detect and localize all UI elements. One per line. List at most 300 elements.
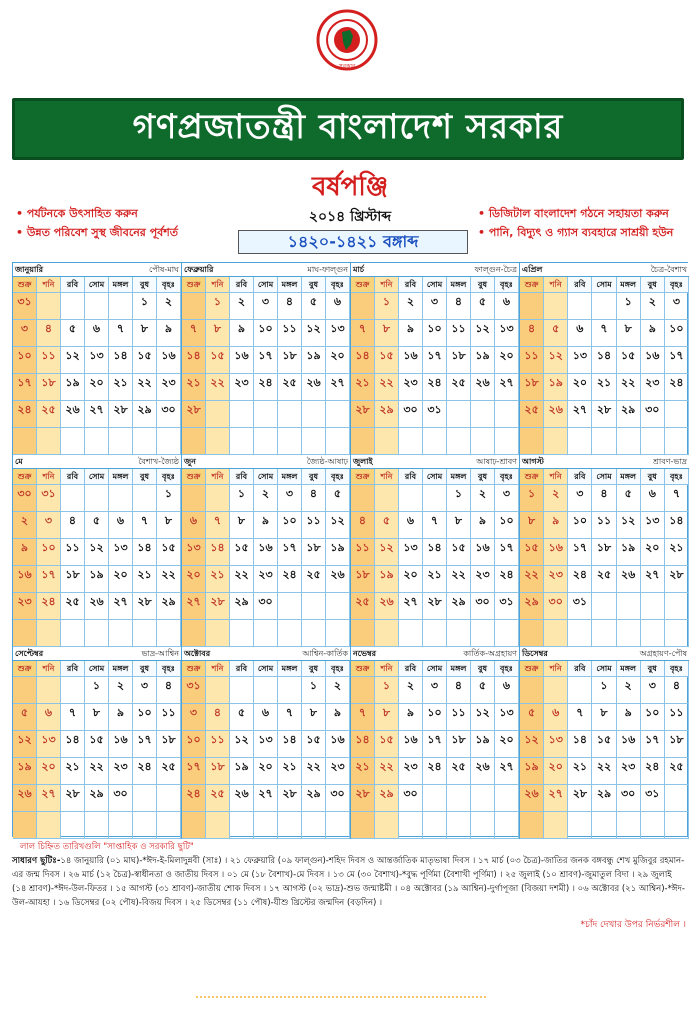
date-cell: ১৫ <box>617 347 641 374</box>
date-cell <box>157 812 181 839</box>
date-cell: ৮ <box>617 320 641 347</box>
weekday-header: শনি <box>37 661 61 677</box>
weekday-header: রবি <box>399 661 423 677</box>
date-cell <box>13 677 37 704</box>
date-cell <box>326 620 350 647</box>
date-cell: ১১ <box>157 704 181 731</box>
date-cell: ২৮ <box>109 401 133 428</box>
date-cell: ২ <box>544 485 568 512</box>
weekday-header: শুক্র <box>13 469 37 485</box>
date-cell <box>182 293 206 320</box>
date-cell: ১৮ <box>61 566 85 593</box>
date-cell: ৮ <box>85 704 109 731</box>
date-cell <box>568 293 592 320</box>
date-cell: ২৮ <box>423 593 447 620</box>
date-cell: ১১ <box>351 539 375 566</box>
date-cell <box>399 620 423 647</box>
date-cell: ২৭ <box>641 566 665 593</box>
date-cell: ১৩ <box>254 731 278 758</box>
date-cell <box>665 428 689 455</box>
month-bangla-span: আশ্বিন-কার্তিক <box>302 649 348 658</box>
date-cell <box>520 428 544 455</box>
weekday-header: বুধ <box>133 277 157 293</box>
month-header <box>13 263 181 277</box>
date-cell: ২ <box>157 293 181 320</box>
weekday-header: শুক্র <box>520 277 544 293</box>
date-cell: ১২ <box>617 512 641 539</box>
date-cell <box>13 428 37 455</box>
weekday-header: শুক্র <box>13 277 37 293</box>
date-cell <box>37 677 61 704</box>
month-header <box>520 647 689 661</box>
date-cell: ২৪ <box>37 593 61 620</box>
weekday-header: শনি <box>206 661 230 677</box>
date-cell: ২৩ <box>399 374 423 401</box>
date-cell: ২৪ <box>495 566 519 593</box>
month-block <box>351 647 520 839</box>
weekday-header: মঙ্গল <box>278 277 302 293</box>
weekday-header: বৃহঃ <box>665 469 689 485</box>
date-cell <box>592 812 616 839</box>
month-name: সেপ্টেম্বর <box>15 649 44 658</box>
date-cell: ১৯ <box>13 758 37 785</box>
date-cell: ২৪ <box>13 401 37 428</box>
weekday-header: সোম <box>423 661 447 677</box>
date-cell: ৫ <box>544 320 568 347</box>
month-header <box>351 455 519 469</box>
date-cell: ২৫ <box>665 758 689 785</box>
date-cell: ২২ <box>375 374 399 401</box>
date-cell: ৪ <box>157 677 181 704</box>
month-bangla-span: শ্রাবণ-ভাদ্র <box>653 457 687 466</box>
date-cell: ৪ <box>447 677 471 704</box>
date-cell: ২৭ <box>399 593 423 620</box>
weekday-header: সোম <box>85 469 109 485</box>
date-cell: ৪ <box>665 677 689 704</box>
date-cell: ১৪ <box>665 512 689 539</box>
date-cell: ১৫ <box>206 347 230 374</box>
date-cell: ২১ <box>665 539 689 566</box>
date-cell <box>447 785 471 812</box>
date-cell: ৭ <box>423 512 447 539</box>
date-cell: ২৫ <box>592 566 616 593</box>
date-cell: ১১ <box>37 347 61 374</box>
date-cell <box>447 428 471 455</box>
date-cell: ২ <box>399 293 423 320</box>
holiday-notes <box>12 840 688 910</box>
date-cell: ১৪ <box>109 347 133 374</box>
date-cell: ২৯ <box>520 593 544 620</box>
date-cell: ৩০ <box>157 401 181 428</box>
weekday-header: রবি <box>399 469 423 485</box>
month-name: ডিসেম্বর <box>522 649 548 658</box>
date-cell: ২০ <box>495 731 519 758</box>
date-cell: ১৭ <box>568 539 592 566</box>
date-cell <box>230 620 254 647</box>
date-cell <box>61 485 85 512</box>
month-bangla-span: অগ্রহায়ণ-পৌষ <box>639 649 687 658</box>
date-cell <box>520 812 544 839</box>
date-cell <box>520 293 544 320</box>
weekday-header: রবি <box>568 469 592 485</box>
date-cell: ২৬ <box>617 566 641 593</box>
date-cell: ৩ <box>254 293 278 320</box>
date-cell: ১০ <box>423 704 447 731</box>
slogan-digital: • ডিজিটাল বাংলাদেশ গঠনে সহায়তা করুন <box>478 207 669 220</box>
date-cell: ৭ <box>351 320 375 347</box>
date-cell: ১৩ <box>568 347 592 374</box>
date-cell: ১১ <box>447 704 471 731</box>
month-grid <box>351 277 519 455</box>
date-cell: ২২ <box>85 758 109 785</box>
month-name: মার্চ <box>353 265 365 274</box>
date-cell: ২১ <box>133 566 157 593</box>
date-cell: ৬ <box>495 677 519 704</box>
month-bangla-span: ভাদ্র-আশ্বিন <box>141 649 179 658</box>
date-cell <box>495 785 519 812</box>
date-cell: ২৮ <box>568 785 592 812</box>
date-cell: ২৫ <box>351 593 375 620</box>
date-cell: ১২ <box>61 347 85 374</box>
date-cell: ৯ <box>326 704 350 731</box>
date-cell: ১০ <box>37 539 61 566</box>
weekday-header: বুধ <box>471 661 495 677</box>
weekday-header: মঙ্গল <box>447 661 471 677</box>
date-cell <box>37 812 61 839</box>
month-bangla-span: ফাল্গুন-চৈত্র <box>474 265 517 274</box>
date-cell: ২০ <box>182 566 206 593</box>
date-cell: ৩০ <box>109 785 133 812</box>
date-cell <box>278 812 302 839</box>
date-cell: ১৪ <box>592 347 616 374</box>
date-cell <box>592 428 616 455</box>
date-cell <box>544 812 568 839</box>
date-cell: ১৯ <box>471 731 495 758</box>
date-cell: ২৬ <box>520 785 544 812</box>
date-cell <box>399 428 423 455</box>
svg-text:সরকার: সরকার <box>338 63 356 70</box>
date-cell: ৬ <box>495 293 519 320</box>
date-cell: ৩ <box>423 677 447 704</box>
date-cell: ২০ <box>495 347 519 374</box>
month-bangla-span: চৈত্র-বৈশাখ <box>650 265 687 274</box>
date-cell: ৮ <box>592 704 616 731</box>
date-cell <box>61 620 85 647</box>
date-cell <box>37 428 61 455</box>
date-cell: ২৮ <box>592 401 616 428</box>
date-cell: ৪ <box>206 704 230 731</box>
date-cell: ১২ <box>375 539 399 566</box>
month-grid <box>182 661 350 839</box>
government-emblem <box>316 6 378 80</box>
date-cell <box>351 620 375 647</box>
date-cell: ১৯ <box>375 566 399 593</box>
date-cell: ২৭ <box>37 785 61 812</box>
date-cell: ৭ <box>665 485 689 512</box>
government-banner: গণপ্রজাতন্ত্রী বাংলাদেশ সরকার <box>12 98 684 160</box>
date-cell: ৪ <box>278 293 302 320</box>
weekday-header: শনি <box>37 469 61 485</box>
date-cell: ২২ <box>520 566 544 593</box>
weekday-header: রবি <box>568 661 592 677</box>
date-cell: ১২ <box>302 320 326 347</box>
date-cell: ২৬ <box>326 566 350 593</box>
date-cell: ২৮ <box>133 593 157 620</box>
date-cell: ৩ <box>37 512 61 539</box>
weekday-header: শনি <box>375 277 399 293</box>
date-cell: ২৫ <box>520 401 544 428</box>
date-cell <box>471 785 495 812</box>
date-cell <box>61 677 85 704</box>
date-cell: ৪ <box>302 485 326 512</box>
weekday-header: শুক্র <box>351 469 375 485</box>
date-cell: ২৯ <box>230 593 254 620</box>
date-cell <box>182 812 206 839</box>
month-grid <box>351 469 519 647</box>
date-cell: ৮ <box>230 512 254 539</box>
weekday-header: শুক্র <box>182 277 206 293</box>
date-cell <box>399 812 423 839</box>
date-cell <box>544 293 568 320</box>
date-cell: ২৬ <box>471 374 495 401</box>
date-cell: ১৩ <box>399 539 423 566</box>
date-cell: ৯ <box>254 512 278 539</box>
month-grid <box>13 469 181 647</box>
date-cell <box>13 812 37 839</box>
date-cell: ৫ <box>617 485 641 512</box>
date-cell <box>85 293 109 320</box>
date-cell: ৭ <box>109 320 133 347</box>
date-cell: ১ <box>520 485 544 512</box>
date-cell <box>641 593 665 620</box>
date-cell: ২ <box>641 293 665 320</box>
weekday-header: রবি <box>61 469 85 485</box>
slogan-tourism: • পর্যটনকে উৎসাহিত করুন <box>16 207 138 220</box>
date-cell: ৮ <box>157 512 181 539</box>
month-block <box>351 455 520 647</box>
month-block <box>351 263 520 455</box>
date-cell: ২০ <box>641 539 665 566</box>
weekday-header: সোম <box>592 277 616 293</box>
date-cell: ২৬ <box>544 401 568 428</box>
date-cell <box>592 593 616 620</box>
date-cell: ১৫ <box>133 347 157 374</box>
date-cell: ১৮ <box>206 758 230 785</box>
date-cell: ২ <box>326 677 350 704</box>
date-cell: ২৪ <box>182 785 206 812</box>
weekday-header: শুক্র <box>182 661 206 677</box>
date-cell <box>326 428 350 455</box>
date-cell: ১৮ <box>302 539 326 566</box>
date-cell: ১১ <box>665 704 689 731</box>
date-cell <box>302 593 326 620</box>
date-cell: ২১ <box>351 374 375 401</box>
date-cell <box>157 428 181 455</box>
weekday-header: বুধ <box>133 469 157 485</box>
date-cell <box>13 620 37 647</box>
date-cell: ২ <box>230 293 254 320</box>
date-cell: ২২ <box>230 566 254 593</box>
date-cell: ২০ <box>37 758 61 785</box>
date-cell: ১২ <box>471 704 495 731</box>
date-cell <box>37 293 61 320</box>
date-cell: ২২ <box>592 758 616 785</box>
month-grid <box>520 661 689 839</box>
month-grid <box>182 277 350 455</box>
date-cell: ৩১ <box>13 293 37 320</box>
date-cell: ৫ <box>471 293 495 320</box>
month-grid <box>351 661 519 839</box>
date-cell <box>423 485 447 512</box>
date-cell: ২২ <box>133 374 157 401</box>
month-name: আগস্ট <box>522 457 544 466</box>
weekday-header: সোম <box>254 277 278 293</box>
date-cell: ১৯ <box>520 758 544 785</box>
date-cell: ২৫ <box>61 593 85 620</box>
slogan-utilities: • পানি, বিদ্যুৎ ও গ্যাস ব্যবহারে সাশ্রয়ী হউন <box>478 226 674 239</box>
date-cell <box>109 293 133 320</box>
date-cell: ১৭ <box>254 347 278 374</box>
date-cell: ৫ <box>326 485 350 512</box>
date-cell <box>254 812 278 839</box>
weekday-header: শনি <box>206 469 230 485</box>
date-cell: ৩১ <box>641 785 665 812</box>
month-name: মে <box>15 457 23 466</box>
date-cell <box>399 485 423 512</box>
date-cell <box>520 620 544 647</box>
date-cell: ১৩ <box>182 539 206 566</box>
date-cell: ২৪ <box>423 758 447 785</box>
date-cell: ৩০ <box>641 401 665 428</box>
month-grid <box>13 661 181 839</box>
date-cell: ১০ <box>423 320 447 347</box>
date-cell: ১ <box>302 677 326 704</box>
weekday-header: মঙ্গল <box>109 661 133 677</box>
date-cell: ৬ <box>109 512 133 539</box>
date-cell: ৩১ <box>495 593 519 620</box>
date-cell: ৪ <box>520 320 544 347</box>
weekday-header: শনি <box>37 277 61 293</box>
date-cell: ২৯ <box>157 593 181 620</box>
date-cell <box>592 620 616 647</box>
date-cell <box>471 620 495 647</box>
date-cell: ১৬ <box>471 539 495 566</box>
date-cell: ২৬ <box>471 758 495 785</box>
date-cell <box>61 293 85 320</box>
date-cell: ২১ <box>182 374 206 401</box>
date-cell <box>617 620 641 647</box>
date-cell: ২৩ <box>399 758 423 785</box>
date-cell: ১৭ <box>278 539 302 566</box>
month-block <box>182 455 351 647</box>
date-cell: ৩ <box>495 485 519 512</box>
date-cell: ১৫ <box>85 731 109 758</box>
weekday-header: মঙ্গল <box>278 661 302 677</box>
date-cell: ৩ <box>278 485 302 512</box>
date-cell: ১৪ <box>423 539 447 566</box>
date-cell: ২২ <box>617 374 641 401</box>
date-cell: ১২ <box>326 512 350 539</box>
weekday-header: শনি <box>206 277 230 293</box>
date-cell: ১৮ <box>278 347 302 374</box>
date-cell <box>423 620 447 647</box>
date-cell: ৩০ <box>326 785 350 812</box>
date-cell <box>447 620 471 647</box>
date-cell: ৩১ <box>182 677 206 704</box>
date-cell: ৬ <box>641 485 665 512</box>
date-cell: ১০ <box>254 320 278 347</box>
date-cell: ২১ <box>568 758 592 785</box>
date-cell <box>302 812 326 839</box>
date-cell: ২ <box>13 512 37 539</box>
date-cell <box>520 677 544 704</box>
weekday-header: সোম <box>423 469 447 485</box>
weekday-header: রবি <box>568 277 592 293</box>
date-cell: ২৯ <box>85 785 109 812</box>
date-cell: ১৮ <box>37 374 61 401</box>
date-cell <box>568 812 592 839</box>
date-cell: ৬ <box>254 704 278 731</box>
date-cell: ১০ <box>182 731 206 758</box>
date-cell <box>109 428 133 455</box>
date-cell: ৯ <box>544 512 568 539</box>
date-cell: ১২ <box>230 731 254 758</box>
date-cell: ২৩ <box>109 758 133 785</box>
date-cell <box>447 401 471 428</box>
date-cell: ৭ <box>61 704 85 731</box>
date-cell: ৯ <box>399 704 423 731</box>
date-cell: ২১ <box>278 758 302 785</box>
date-cell <box>133 620 157 647</box>
date-cell <box>278 620 302 647</box>
date-cell: ১৬ <box>399 347 423 374</box>
date-cell: ২৮ <box>61 785 85 812</box>
weekday-header: বৃহঃ <box>326 469 350 485</box>
date-cell: ৩০ <box>13 485 37 512</box>
date-cell: ১২ <box>471 320 495 347</box>
date-cell: ২৫ <box>37 401 61 428</box>
date-cell: ১৪ <box>278 731 302 758</box>
holiday-label: সাধারণ ছুটিঃ- <box>12 856 61 866</box>
date-cell: ৮ <box>447 512 471 539</box>
date-cell: ২১ <box>592 374 616 401</box>
date-cell: ২৮ <box>351 785 375 812</box>
date-cell: ৯ <box>617 704 641 731</box>
date-cell: ১৩ <box>109 539 133 566</box>
date-cell: ২৯ <box>592 785 616 812</box>
date-cell: ৭ <box>278 704 302 731</box>
date-cell: ১৪ <box>133 539 157 566</box>
date-cell: ২৬ <box>375 593 399 620</box>
date-cell: ৭ <box>351 704 375 731</box>
date-cell <box>544 677 568 704</box>
date-cell: ৫ <box>302 293 326 320</box>
date-cell: ২৪ <box>278 566 302 593</box>
date-cell: ১৩ <box>37 731 61 758</box>
weekday-header: শুক্র <box>351 661 375 677</box>
date-cell: ৫ <box>375 512 399 539</box>
month-grid <box>520 469 689 647</box>
slogan-environment: • উন্নত পরিবেশ সুস্থ জীবনের পূর্বশর্ত <box>16 226 179 239</box>
date-cell: ১০ <box>278 512 302 539</box>
date-cell: ১১ <box>520 347 544 374</box>
date-cell <box>351 812 375 839</box>
date-cell: ২৪ <box>568 566 592 593</box>
date-cell: ৬ <box>37 704 61 731</box>
weekday-header: বৃহঃ <box>495 661 519 677</box>
date-cell: ১৭ <box>641 731 665 758</box>
date-cell: ১৮ <box>520 374 544 401</box>
